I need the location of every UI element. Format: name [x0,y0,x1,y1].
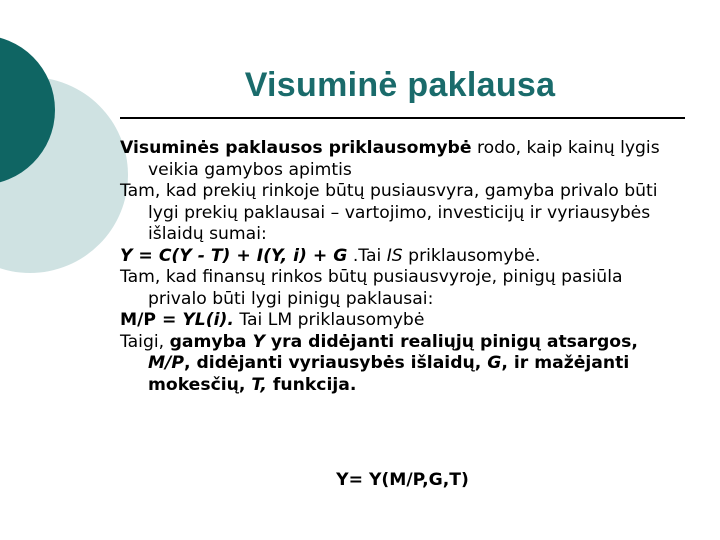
paragraph-lm-equation [120,310,685,332]
slide-body [120,138,685,396]
paragraph-text: rodo, kaip kainų lygis veikia gamybos apimtis [148,138,660,180]
paragraph-goods-market [120,181,685,246]
conclusion-text: , ir mažėjanti mokesčių, [148,353,630,395]
var-mp: M/P [148,353,184,373]
title-divider [120,117,685,119]
paragraph-text: .Tai [347,245,387,266]
paragraph-text: Tai LM priklausomybė [233,310,425,330]
conclusion-text: yra didėjanti realiųjų pinigų atsargos, [264,331,638,352]
paragraph-text: Tam, kad prekių rinkoje būtų pusiausvyra, gamyba privalo būti lygi prekių paklausai – vartojimo, investicijų ir vyriausybės išlaidų sumai: [120,181,658,244]
paragraph-aggregate-demand [120,138,685,181]
conclusion-text: , didėjanti vyriausybės išlaidų, [183,353,488,373]
conclusion-text: funkcija. [266,374,357,395]
is-equation: Y = C(Y - T) + I(Y, i) + G [120,245,348,266]
slide-title: Visuminė paklausa [244,66,556,104]
paragraph-text: Tam, kad finansų rinkos būtų pusiausvyroje, pinigų pasiūla privalo būti lygi pinigų paklausai: [120,267,623,309]
summary-formula: Y= Y(M/P,G,T) [336,470,469,490]
term-aggregate-demand: Visuminės paklausos priklausomybė [120,138,472,158]
paragraph-is-equation [120,246,685,268]
var-g: G [487,353,502,373]
lm-equation-left: M/P = [120,310,183,330]
paragraph-conclusion [120,332,685,397]
is-label: IS [386,245,403,266]
conclusion-text: gamyba [169,331,253,352]
paragraph-text: priklausomybė. [402,245,541,266]
var-y: Y [252,331,265,352]
lm-equation-right: YL(i). [182,310,234,330]
decorative-circles [0,0,130,300]
paragraph-money-market [120,267,685,310]
conclusion-lead: Taigi, [120,331,170,352]
var-t: T, [251,374,267,395]
